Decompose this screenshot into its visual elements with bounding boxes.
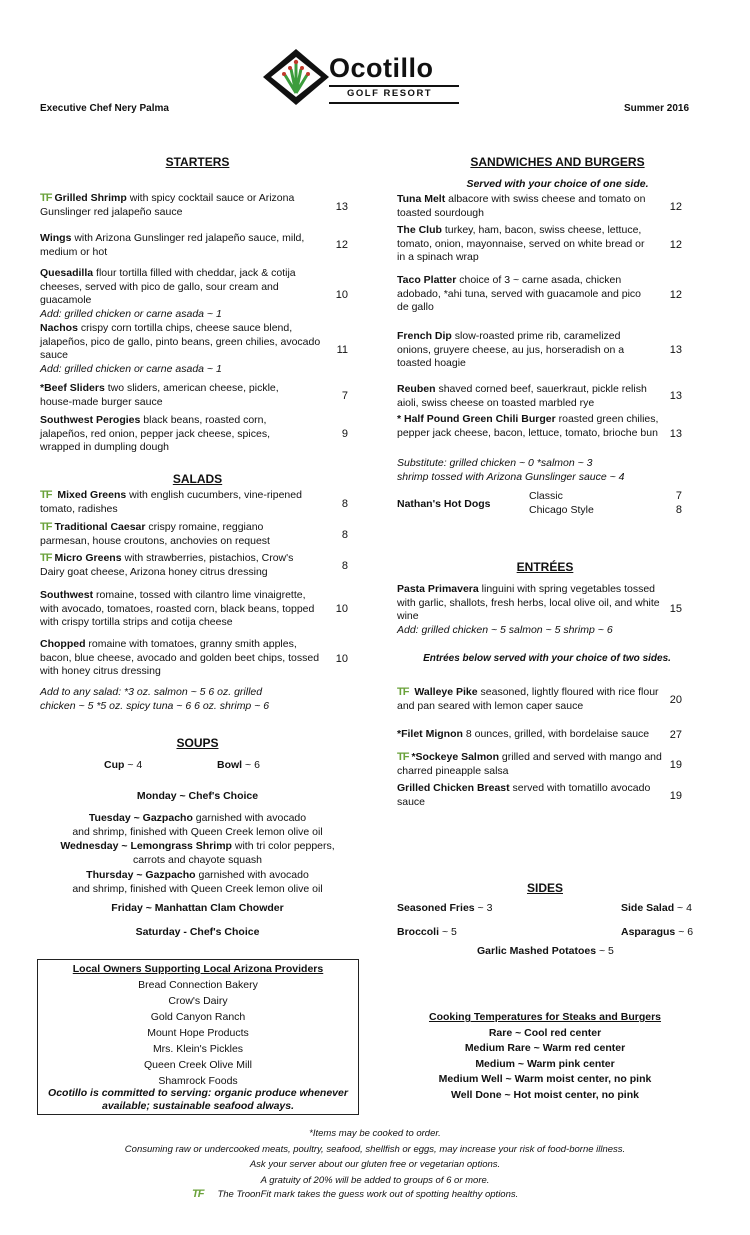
menu-item-pasta-primavera: Pasta Primavera linguini with spring vegetables tossed with garlic, shallots, fresh herbs, local olive oil, and white wine Add: grilled chicken ~ 5 salmon ~ 5 shrimp ~ 6 [397, 583, 660, 636]
price: 7 [341, 390, 348, 402]
price: 13 [669, 344, 682, 356]
soups-heading: SOUPS [176, 736, 219, 750]
menu-item-hot-dogs: Nathan's Hot Dogs [397, 498, 491, 510]
troonfit-icon: TF [40, 552, 52, 564]
side-seasoned-fries: Seasoned Fries ~ 3 [397, 902, 493, 914]
logo-wordmark: Ocotillo [329, 53, 434, 83]
hotdog-classic: Classic [529, 490, 563, 502]
menu-item-chopped: Chopped romaine with tomatoes, granny smith apples, bacon, blue cheese, avocado and golden beet chips, tossed with honey citrus dressing [40, 638, 320, 677]
price: 10 [335, 603, 348, 615]
sandwiches-subtitle: Served with your choice of one side. [466, 178, 649, 190]
price: 15 [669, 603, 682, 615]
commitment-statement: Ocotillo is committed to serving: organic produce whenever available; sustainable seafood always. [48, 1087, 348, 1112]
price: 8 [675, 504, 682, 516]
menu-item-sockeye-salmon: TF *Sockeye Salmon grilled and served with mango and charred pineapple salsa [397, 751, 662, 777]
footer-disclaimers [40, 1126, 710, 1188]
burger-substitutions: Substitute: grilled chicken ~ 0 *salmon ~ 3 shrimp tossed with Arizona Gunslinger sauce ~ 4 [397, 457, 625, 483]
side-asparagus: Asparagus ~ 6 [621, 926, 694, 938]
menu-item-beef-sliders: *Beef Sliders two sliders, american cheese, pickle, house-made burger sauce [40, 382, 279, 408]
footer-line: Ask your server about our gluten free or vegetarian options. [249, 1159, 501, 1170]
price: 9 [341, 428, 348, 440]
price: 8 [341, 529, 348, 541]
season-label: Summer 2016 [624, 103, 690, 114]
side-garlic-mashed: Garlic Mashed Potatoes ~ 5 [477, 945, 614, 957]
troonfit-icon: TF [397, 751, 409, 763]
soup-monday: Monday ~ Chef's Choice [136, 790, 259, 802]
footer-line: *Items may be cooked to order. [309, 1128, 441, 1139]
list-item: Shamrock Foods [158, 1075, 238, 1087]
list-item: Mount Hope Products [147, 1027, 249, 1039]
list-item: Bread Connection Bakery [138, 979, 258, 991]
menu-item-wings: Wings with Arizona Gunslinger red jalapeño sauce, mild, medium or hot [40, 232, 305, 258]
menu-item-micro-greens: TF Micro Greens with strawberries, pistachios, Crow's Dairy goat cheese, Arizona honey citrus dressing [40, 552, 294, 578]
list-item: Rare ~ Cool red center [488, 1026, 602, 1039]
menu-item-grilled-shrimp: TF Grilled Shrimp with spicy cocktail sauce or Arizona Gunslinger red jalapeño sauce [40, 192, 295, 218]
soup-cup: Cup ~ 4 [104, 759, 143, 771]
menu-item-filet-mignon: *Filet Mignon 8 ounces, grilled, with bordelaise sauce [397, 728, 650, 740]
soup-tuesday: Tuesday ~ Gazpacho garnished with avocado and shrimp, finished with Queen Creek lemon olive oil [72, 812, 323, 838]
price: 20 [669, 694, 682, 706]
hotdog-chicago: Chicago Style [529, 504, 594, 516]
list-item: Queen Creek Olive Mill [144, 1059, 252, 1071]
list-item: Mrs. Klein's Pickles [152, 1043, 244, 1055]
troonfit-icon: TF [192, 1188, 204, 1200]
menu-item-reuben: Reuben shaved corned beef, sauerkraut, pickle relish aioli, swiss cheese on toasted marbled rye [397, 383, 647, 409]
price: 12 [669, 239, 682, 251]
menu-item-mixed-greens: TF Mixed Greens with english cucumbers, vine-ripened tomato, radishes [40, 489, 302, 515]
price: 12 [335, 239, 348, 251]
menu-item-taco-platter: Taco Platter choice of 3 ~ carne asada, chicken adobado, *ahi tuna, served with guacamole and pico de gallo [397, 274, 642, 313]
side-broccoli: Broccoli ~ 5 [397, 926, 457, 938]
price: 13 [669, 390, 682, 402]
soup-thursday: Thursday ~ Gazpacho garnished with avocado and shrimp, finished with Queen Creek lemon olive oil [72, 869, 323, 895]
menu-item-walleye-pike: TF Walleye Pike seasoned, lightly floured with rice flour and pan seared with lemon caper sauce [397, 686, 659, 712]
price: 13 [335, 201, 348, 213]
soup-wednesday: Wednesday ~ Lemongrass Shrimp with tri color peppers, carrots and chayote squash [60, 840, 335, 866]
price: 10 [335, 289, 348, 301]
menu-item-nachos: Nachos crispy corn tortilla chips, cheese sauce blend, jalapeños, pico de gallo, pinto beans, green chilies, avocado sauce Add: grilled chicken or carne asada ~ 1 [40, 322, 321, 375]
price: 27 [669, 729, 682, 741]
menu-item-southwest-salad: Southwest romaine, tossed with cilantro lime vinaigrette, with avocado, tomatoes, roasted corn, black beans, topped with crispy tortilla strips and cotija cheese [40, 589, 315, 628]
price: 8 [341, 560, 348, 572]
menu-item-the-club: The Club turkey, ham, bacon, swiss cheese, lettuce, tomato, onion, mayonnaise, served on white bread or in a spinach wrap [397, 224, 645, 263]
ocotillo-plant-icon [261, 47, 331, 107]
list-item: Crow's Dairy [168, 995, 228, 1007]
price: 12 [669, 289, 682, 301]
price: 11 [336, 344, 348, 356]
side-salad: Side Salad ~ 4 [621, 902, 692, 914]
menu-item-quesadilla: Quesadilla flour tortilla filled with cheddar, jack & cotija cheeses, served with pico de gallo, sour cream and guacamole Add: grilled chicken or carne asada ~ 1 [40, 267, 296, 320]
price: 7 [675, 490, 682, 502]
price: 19 [669, 790, 682, 802]
footer-line: Consuming raw or undercooked meats, poultry, seafood, shellfish or eggs, may increase your risk of food-borne illness. [124, 1143, 626, 1155]
cooking-temperatures [395, 1010, 695, 1103]
menu-item-french-dip: French Dip slow-roasted prime rib, caramelized onions, gruyere cheese, au jus, horseradish on a toasted hoagie [397, 330, 625, 369]
local-providers-box [37, 959, 359, 1115]
price: 8 [341, 498, 348, 510]
soup-saturday: Saturday - Chef's Choice [135, 926, 260, 938]
local-providers-title: Local Owners Supporting Local Arizona Providers [72, 963, 324, 975]
providers-list [38, 977, 358, 1089]
menu-item-tuna-melt: Tuna Melt albacore with swiss cheese and tomato on toasted sourdough [397, 193, 646, 219]
troonfit-icon: TF [40, 521, 52, 533]
troonfit-icon: TF [40, 192, 52, 204]
price: 13 [669, 428, 682, 440]
soup-bowl: Bowl ~ 6 [217, 759, 260, 771]
list-item: Medium ~ Warm pink center [475, 1057, 615, 1070]
logo-subtitle: GOLF RESORT [347, 88, 433, 99]
list-item: Medium Well ~ Warm moist center, no pink [438, 1073, 652, 1085]
sandwiches-heading: SANDWICHES AND BURGERS [470, 155, 645, 169]
starters-heading: STARTERS [165, 155, 230, 169]
cooking-temps-title: Cooking Temperatures for Steaks and Burgers [428, 1011, 662, 1023]
price: 10 [335, 653, 348, 665]
list-item: Gold Canyon Ranch [150, 1011, 246, 1023]
troonfit-icon: TF [397, 686, 409, 698]
resort-logo [261, 47, 461, 107]
salads-heading: SALADS [172, 472, 223, 486]
entrees-heading: ENTRÉES [516, 560, 574, 574]
menu-item-southwest-perogies: Southwest Perogies black beans, roasted corn, jalapeños, red onion, pepper jack cheese, spices, wrapped in dumpling dough [40, 414, 270, 453]
soup-friday: Friday ~ Manhattan Clam Chowder [111, 902, 284, 914]
menu-item-grilled-chicken: Grilled Chicken Breast served with tomatillo avocado sauce [397, 782, 651, 808]
troonfit-note: TF The TroonFit mark takes the guess work out of spotting healthy options. [192, 1188, 519, 1200]
footer-line: A gratuity of 20% will be added to groups of 6 or more. [260, 1174, 490, 1186]
menu-item-traditional-caesar: TF Traditional Caesar crispy romaine, reggiano parmesan, house croutons, anchovies on request [40, 521, 270, 547]
list-item: Well Done ~ Hot moist center, no pink [451, 1088, 639, 1101]
salad-add-ons: Add to any salad: *3 oz. salmon ~ 5 6 oz. grilled chicken ~ 5 *5 oz. spicy tuna ~ 6 6 oz. shrimp ~ 6 [40, 686, 270, 712]
two-sides-note: Entrées below served with your choice of two sides. [423, 653, 671, 664]
sides-heading: SIDES [526, 881, 563, 895]
troonfit-icon: TF [40, 489, 52, 501]
chef-name: Executive Chef Nery Palma [40, 103, 169, 114]
price: 19 [669, 759, 682, 771]
price: 12 [669, 201, 682, 213]
menu-item-green-chili-burger: * Half Pound Green Chili Burger roasted green chilies, pepper jack cheese, bacon, lettuce, tomato, brioche bun [397, 413, 659, 439]
list-item: Medium Rare ~ Warm red center [464, 1042, 626, 1054]
